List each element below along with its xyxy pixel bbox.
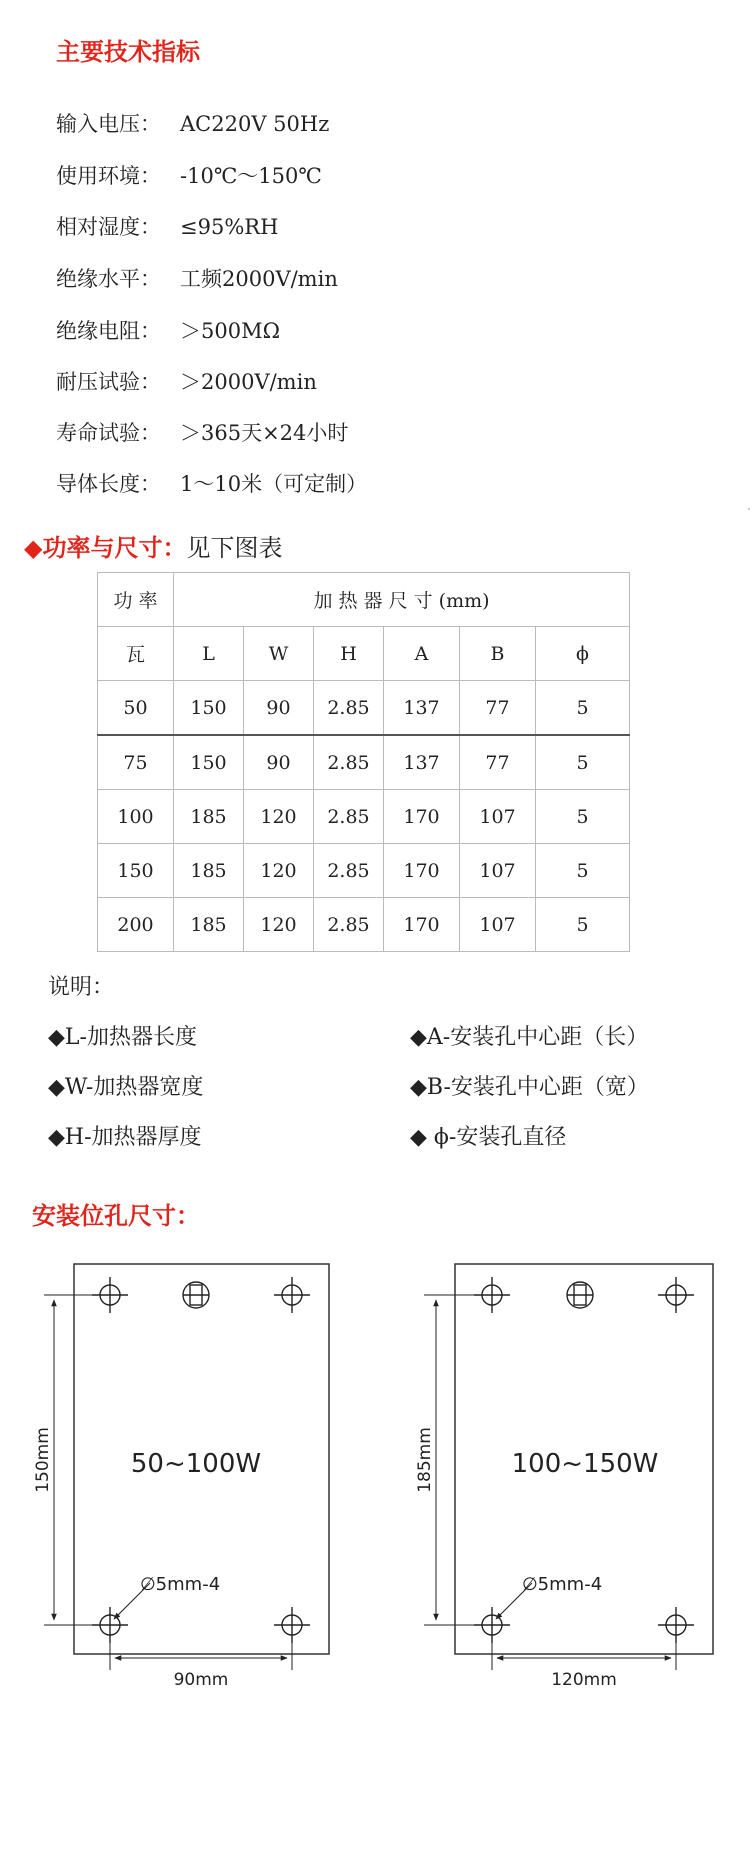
cell: 170: [384, 844, 460, 898]
cell: 137: [384, 681, 460, 736]
section-title-mounting-holes: 安装位孔尺寸：: [32, 1202, 200, 1230]
cell: 200: [98, 898, 174, 952]
spec-row-insulation-level: [56, 263, 338, 293]
cell: 2.85: [314, 681, 384, 736]
cell: 150: [174, 681, 244, 736]
cell: 107: [460, 844, 536, 898]
table-row: [98, 898, 630, 952]
spec-row-voltage: [56, 108, 329, 138]
cell: 185: [174, 844, 244, 898]
height-dimension-label: 150mm: [33, 1427, 53, 1493]
section-title-black: 见下图表: [186, 534, 283, 562]
cell: 90: [244, 681, 314, 736]
spec-label: 使用环境：: [56, 164, 161, 188]
cell: 90: [244, 735, 314, 790]
column-header-W: W: [244, 627, 314, 681]
spec-value: ＞500MΩ: [180, 319, 280, 343]
spec-row-environment: [56, 160, 322, 190]
spec-label: 绝缘电阻：: [56, 319, 161, 343]
diagram-50-100w: [33, 1264, 329, 1690]
cell: 2.85: [314, 735, 384, 790]
mount-hole-icon: [274, 1277, 310, 1313]
cell: 107: [460, 898, 536, 952]
section-title-power-size: [24, 528, 282, 563]
column-header-L: L: [174, 627, 244, 681]
table-row: [98, 844, 630, 898]
table-row: [98, 790, 630, 844]
section-title-red: 功率与尺寸：: [42, 534, 187, 562]
spec-label: 输入电压：: [56, 112, 161, 136]
cell: 170: [384, 790, 460, 844]
cell: 185: [174, 790, 244, 844]
hole-note-label: ∅5mm-4: [522, 1574, 603, 1595]
cell: 2.85: [314, 898, 384, 952]
cell: 100: [98, 790, 174, 844]
spec-value: ＞365天×24小时: [180, 421, 349, 445]
dimension-table: [97, 572, 630, 952]
cell: 150: [174, 735, 244, 790]
terminal-icon: [567, 1282, 593, 1308]
spec-value: 1～10米（可定制）: [180, 472, 368, 496]
spec-value: -10℃～150℃: [180, 164, 322, 188]
cell: 5: [536, 844, 630, 898]
width-dimension-label: 120mm: [551, 1670, 617, 1690]
spec-label: 导体长度：: [56, 472, 161, 496]
cell: 50: [98, 681, 174, 736]
cell: 5: [536, 681, 630, 736]
power-range-label: 100~150W: [511, 1449, 659, 1479]
column-header-phi: ϕ: [536, 627, 630, 681]
cell: 120: [244, 898, 314, 952]
spec-row-life-test: [56, 417, 348, 447]
spec-label: 耐压试验：: [56, 370, 161, 394]
height-dimension-label: 185mm: [415, 1427, 435, 1493]
unit-cell: 瓦: [98, 627, 174, 681]
table-header-row: [98, 573, 630, 627]
note-W: ◆W-加热器宽度: [48, 1075, 204, 1100]
table-subheader-row: [98, 627, 630, 681]
power-header: 功 率: [98, 573, 174, 627]
section-title-specs: 主要技术指标: [56, 38, 200, 66]
spec-value: ≤95%RH: [180, 215, 279, 239]
column-header-H: H: [314, 627, 384, 681]
table-row: [98, 681, 630, 736]
cell: 170: [384, 898, 460, 952]
spec-row-humidity: [56, 211, 278, 241]
note-A: ◆A-安装孔中心距（长）: [410, 1025, 649, 1050]
cell: 5: [536, 790, 630, 844]
cell: 137: [384, 735, 460, 790]
cell: 120: [244, 790, 314, 844]
dims-header: 加 热 器 尺 寸 (mm): [174, 573, 630, 627]
note-phi: ◆ ϕ-安装孔直径: [410, 1125, 567, 1150]
cell: 120: [244, 844, 314, 898]
cell: 185: [174, 898, 244, 952]
spec-label: 绝缘水平：: [56, 267, 161, 291]
spec-row-insulation-resistance: [56, 315, 280, 345]
diagram-100-150w: [415, 1264, 713, 1690]
spec-row-withstand-test: [56, 366, 317, 396]
column-header-A: A: [384, 627, 460, 681]
cell: 77: [460, 735, 536, 790]
cell: 150: [98, 844, 174, 898]
spec-value: ＞2000V/min: [180, 370, 317, 394]
mounting-hole-diagrams: [0, 1240, 750, 1700]
power-range-label: 50~100W: [130, 1449, 262, 1479]
table-row: [98, 735, 630, 790]
cell: 5: [536, 898, 630, 952]
cell: 5: [536, 735, 630, 790]
width-dimension-label: 90mm: [173, 1670, 229, 1690]
note-H: ◆H-加热器厚度: [48, 1125, 202, 1150]
notes-title: 说明：: [48, 975, 115, 1000]
spec-label: 相对湿度：: [56, 215, 161, 239]
diamond-icon: ◆: [24, 534, 43, 562]
spec-row-conductor-length: [56, 468, 367, 498]
note-B: ◆B-安装孔中心距（宽）: [410, 1075, 649, 1100]
column-header-B: B: [460, 627, 536, 681]
terminal-icon: [183, 1282, 209, 1308]
mount-hole-icon: [658, 1277, 694, 1313]
cell: 107: [460, 790, 536, 844]
cell: 2.85: [314, 844, 384, 898]
spec-value: AC220V 50Hz: [180, 112, 330, 136]
spec-value: 工频2000V/min: [180, 267, 338, 291]
hole-note-label: ∅5mm-4: [140, 1574, 221, 1595]
cell: 2.85: [314, 790, 384, 844]
cell: 77: [460, 681, 536, 736]
spec-label: 寿命试验：: [56, 421, 161, 445]
cell: 75: [98, 735, 174, 790]
note-L: ◆L-加热器长度: [48, 1025, 197, 1050]
